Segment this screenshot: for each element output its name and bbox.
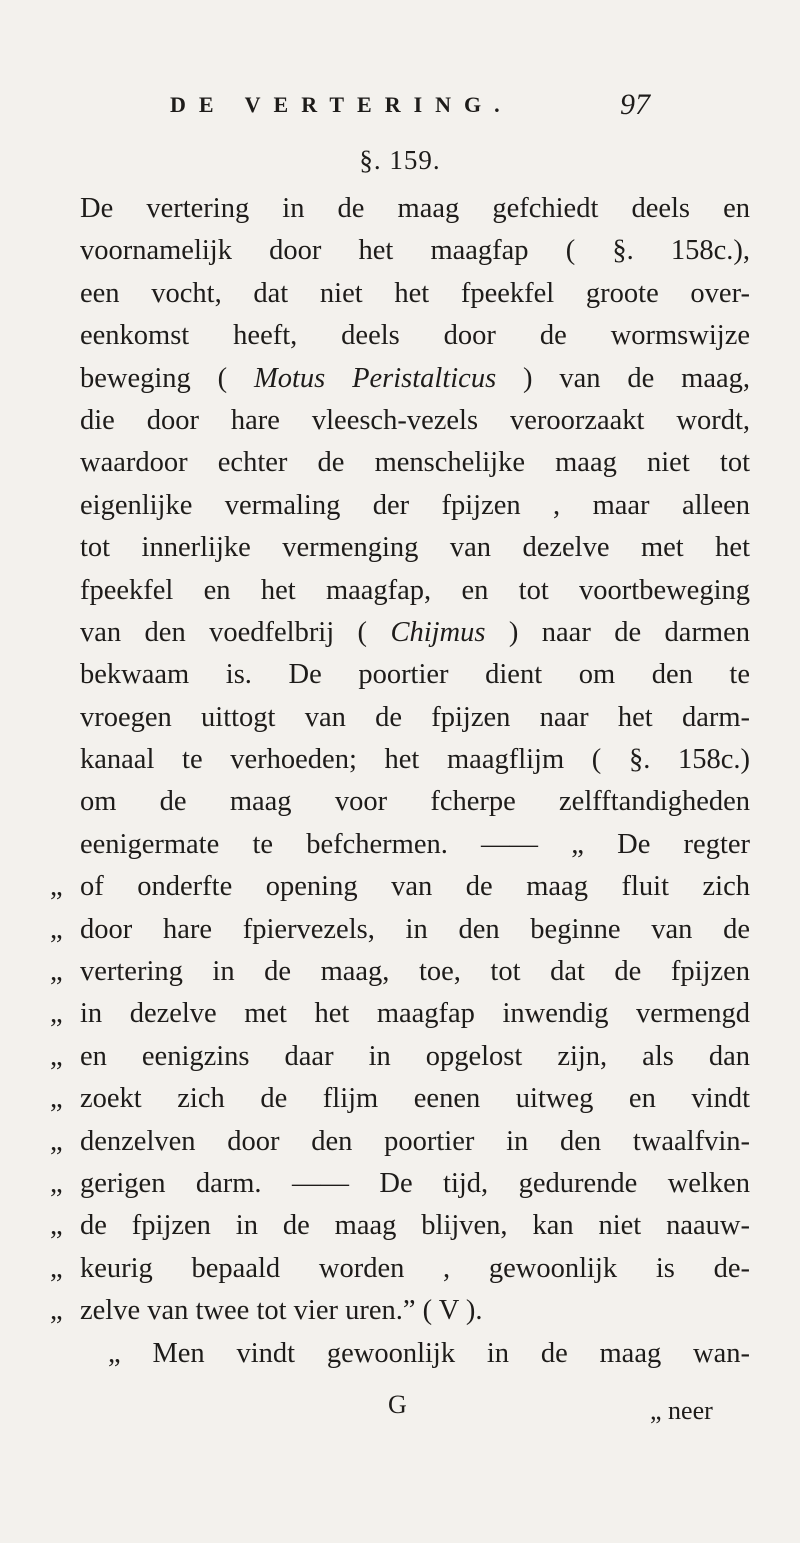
- running-title: DE VERTERING.: [170, 92, 513, 117]
- quote-mark: „: [50, 1125, 63, 1157]
- text-line: [50, 654, 750, 696]
- line-text: De vertering in de maag gefchiedt deels en: [80, 193, 750, 224]
- text-line: [50, 866, 750, 908]
- text-line: [50, 188, 750, 230]
- line-text-continued: ) van de maag,: [496, 362, 750, 394]
- quote-mark: „: [50, 1040, 63, 1072]
- line-text: fpeekfel en het maagfap, en tot voortbeweging: [80, 574, 750, 606]
- line-text: eenigermate te befchermen. —— „ De regter: [80, 828, 750, 860]
- quote-mark: „: [50, 1210, 63, 1242]
- line-text: een vocht, dat niet het fpeekfel groote over-: [80, 277, 750, 309]
- italic-term: Motus Peristalticus: [254, 362, 497, 394]
- line-text: beweging (: [80, 362, 254, 394]
- text-line: [50, 909, 750, 951]
- quote-mark: „: [50, 871, 63, 903]
- line-text: of onderfte opening van de maag fluit zich: [80, 871, 750, 903]
- line-text: van den voedfelbrij (: [80, 616, 391, 648]
- quote-mark: „: [50, 1167, 63, 1199]
- text-line: [50, 358, 750, 400]
- quote-mark: „: [50, 1295, 63, 1327]
- text-line: [50, 1333, 750, 1375]
- line-text: kanaal te verhoeden; het maagflijm ( §. 158c.): [80, 744, 750, 776]
- line-text: bekwaam is. De poortier dient om den te: [80, 659, 750, 691]
- line-text: zelve van twee tot vier uren.” ( V ).: [80, 1295, 483, 1327]
- text-line: [50, 824, 750, 866]
- line-text: keurig bepaald worden , gewoonlijk is de-: [80, 1252, 750, 1284]
- text-line: [50, 1205, 750, 1247]
- text-line: [50, 1248, 750, 1290]
- line-text: tot innerlijke vermenging van dezelve met het: [80, 532, 750, 564]
- text-line: [50, 485, 750, 527]
- line-text: zoekt zich de flijm eenen uitweg en vindt: [80, 1083, 750, 1115]
- text-line: [50, 273, 750, 315]
- line-text: gerigen darm. —— De tijd, gedurende welken: [80, 1167, 750, 1199]
- quote-mark: „: [50, 998, 63, 1030]
- section-heading: §. 159.: [359, 145, 441, 175]
- quote-mark: „: [50, 913, 63, 945]
- text-line: [50, 739, 750, 781]
- running-head: [170, 88, 650, 132]
- text-line: [50, 527, 750, 569]
- text-line: [50, 1078, 750, 1120]
- line-text: voornamelijk door het maagfap ( §. 158c.),: [80, 235, 750, 267]
- line-text: om de maag voor fcherpe zelfftandigheden: [80, 786, 750, 818]
- text-line: [50, 442, 750, 484]
- page-number: 97: [620, 88, 650, 121]
- line-text: en eenigzins daar in opgelost zijn, als dan: [80, 1040, 750, 1072]
- line-text: „ Men vindt gewoonlijk in de maag wan-: [108, 1337, 750, 1369]
- text-line: [50, 230, 750, 272]
- quote-mark: „: [50, 956, 63, 988]
- text-line: [50, 315, 750, 357]
- line-text: denzelven door den poortier in den twaalfvin-: [80, 1125, 750, 1157]
- line-text: in dezelve met het maagfap inwendig vermengd: [80, 998, 750, 1030]
- text-line: [50, 1290, 750, 1332]
- text-line: [50, 951, 750, 993]
- text-line: [50, 781, 750, 823]
- text-line: [50, 697, 750, 739]
- line-text: eigenlijke vermaling der fpijzen , maar alleen: [80, 489, 750, 521]
- line-text: door hare fpiervezels, in den beginne van de: [80, 913, 750, 945]
- signature-mark: G: [388, 1390, 407, 1419]
- text-line: [50, 400, 750, 442]
- line-text: de fpijzen in de maag blijven, kan niet naauw-: [80, 1210, 750, 1242]
- text-line: [50, 612, 750, 654]
- line-text-continued: ) naar de darmen: [485, 616, 750, 648]
- quote-mark: „: [50, 1083, 63, 1115]
- quote-mark: „: [50, 1252, 63, 1284]
- text-line: [50, 993, 750, 1035]
- text-line: [50, 1121, 750, 1163]
- line-text: eenkomst heeft, deels door de wormswijze: [80, 320, 750, 352]
- line-text: vroegen uittogt van de fpijzen naar het darm-: [80, 701, 750, 733]
- body-text: [50, 188, 750, 1375]
- line-text: die door hare vleesch-vezels veroorzaakt wordt,: [80, 404, 750, 436]
- line-text: vertering in de maag, toe, tot dat de fpijzen: [80, 956, 750, 988]
- text-line: [50, 570, 750, 612]
- catchword: „ neer: [650, 1396, 713, 1425]
- text-line: [50, 1163, 750, 1205]
- line-text: waardoor echter de menschelijke maag niet tot: [80, 447, 750, 479]
- text-line: [50, 1036, 750, 1078]
- italic-term: Chijmus: [390, 616, 486, 648]
